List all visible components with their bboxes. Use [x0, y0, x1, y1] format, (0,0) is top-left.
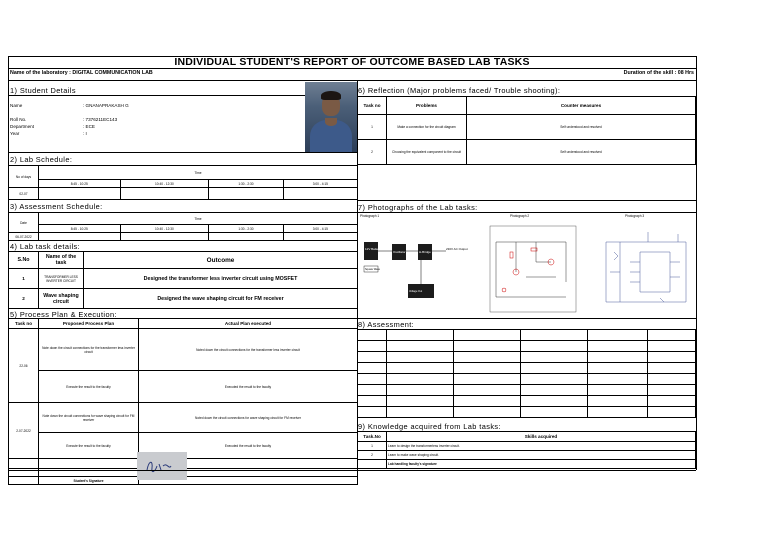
process-task-header: Task no	[9, 319, 39, 329]
task-1-name: TRANSFORMER LESS INVERTER CIRCUIT	[39, 269, 84, 289]
assessment-mark-1	[39, 233, 121, 241]
svg-text:230V AC Output: 230V AC Output	[446, 247, 468, 251]
process-actual-4: Executed the result to the faculty	[139, 433, 358, 459]
svg-text:Square Wave: Square Wave	[365, 268, 381, 271]
report-title: INDIVIDUAL STUDENT'S REPORT OF OUTCOME BASED LAB TASKS	[174, 56, 530, 68]
schedule-date: 02-07	[9, 188, 39, 200]
assessment-slot-2: 10:40 - 12:30	[120, 225, 209, 233]
skill-duration: Duration of the skill : 08 Hrs	[623, 70, 694, 76]
year-value: : I	[83, 131, 87, 136]
task-1-outcome: Designed the transformer less inverter circuit using MOSFET	[84, 269, 358, 289]
faculty-signature-label: Lab handling faculty's signature	[387, 460, 696, 469]
assessment-mark-4	[283, 233, 357, 241]
knowledge-2-skill: Learn to make wave shaping circuit.	[387, 451, 696, 460]
process-plan-2: Execute the result to the faculty	[39, 371, 139, 403]
knowledge-task-header: Task.No	[358, 432, 387, 442]
lab-schedule-table	[8, 165, 358, 200]
assessment-slot-1: 8:45 - 10:25	[39, 225, 121, 233]
proposed-plan-header: Proposed Process Plan	[39, 319, 139, 329]
assessment-slot-4: 3:00 - 4:15	[283, 225, 357, 233]
schedule-mark-1	[39, 188, 121, 200]
department-value: : ECE	[83, 124, 95, 129]
reflection-table	[357, 96, 696, 165]
student-signature	[137, 452, 187, 480]
reflection-2-task: 2	[358, 140, 387, 165]
year-label: Year	[10, 131, 20, 136]
task-2-outcome: Designed the wave shaping circuit for FM receiver	[84, 289, 358, 309]
roll-no-label: Roll No.	[10, 117, 27, 122]
student-name-label: Name	[10, 103, 23, 108]
counter-measures-header: Counter measures	[467, 97, 696, 115]
reflection-2-counter: Self understood and resolved	[467, 140, 696, 165]
student-photo	[305, 82, 357, 152]
slot-3: 1:30 - 2:30	[209, 180, 283, 188]
student-name-value: : GNANAPRAKASH G	[83, 103, 129, 108]
roll-no-value: : 7376211EC143	[83, 117, 118, 122]
assessment-date-header: Date	[9, 213, 39, 233]
reflection-1-counter: Self understood and resolved	[467, 115, 696, 140]
reflection-2-problem: Choosing the equivalent component to the circuit	[387, 140, 467, 165]
photograph-3-label: Photograph 3	[625, 214, 645, 218]
svg-text:H-Bridge: H-Bridge	[419, 250, 431, 254]
knowledge-1-skill: Learn to design the transformerless inverter circuit.	[387, 442, 696, 451]
task-2-sno: 2	[9, 289, 39, 309]
assessment-date: 06-07-2022	[9, 233, 39, 241]
lab-task-heading: 4) Lab task details:	[10, 242, 81, 251]
slot-1: 8:45 - 10:25	[39, 180, 121, 188]
svg-text:12V Battery: 12V Battery	[365, 247, 381, 251]
outcome-header: Outcome	[84, 252, 358, 269]
schedule-mark-3	[209, 188, 283, 200]
actual-plan-header: Actual Plan executed	[139, 319, 358, 329]
assessment-mark-2	[120, 233, 209, 241]
schedule-mark-4	[283, 188, 357, 200]
svg-text:Oscillator: Oscillator	[393, 250, 406, 254]
knowledge-table	[357, 431, 696, 469]
skills-header: Skills acquired	[387, 432, 696, 442]
assessment-time-header: Time	[39, 213, 358, 225]
sno-header: S.No	[9, 252, 39, 269]
photograph-3-circuit	[600, 222, 692, 316]
problems-header: Problems	[387, 97, 467, 115]
photograph-1-block-diagram	[362, 226, 472, 314]
photographs-heading: 7) Photographs of the Lab tasks:	[358, 203, 478, 212]
slot-2: 10:40 - 12:30	[120, 180, 209, 188]
reflection-task-header: Task no	[358, 97, 387, 115]
process-plan-3: Note down the circuit connections for wave shaping circuit for FM receiver	[39, 403, 139, 433]
department-label: Department	[10, 124, 35, 129]
reflection-1-task: 1	[358, 115, 387, 140]
assessment-table	[357, 329, 696, 418]
process-actual-3: Noted down the circuit connections for wave shaping circuit for FM receiver	[139, 403, 358, 433]
reflection-1-problem: Make a connection for the circuit diagram	[387, 115, 467, 140]
photograph-1-label: Photograph 1	[360, 214, 380, 218]
task-2-name: Wave shaping circuit	[39, 289, 84, 309]
student-details-heading: 1) Student Details	[10, 86, 76, 95]
process-group-2-task: 2-07-2022	[9, 403, 39, 459]
process-plan-1: Note down the circuit connections for the transformer less inverter circuit	[39, 329, 139, 371]
process-actual-1: Noted down the circuit connections for the transformer less inverter circuit	[139, 329, 358, 371]
process-plan-4: Execute the result to the faculty	[39, 433, 139, 459]
photograph-2-label: Photograph 2	[510, 214, 530, 218]
lab-schedule-heading: 2) Lab Schedule:	[10, 155, 73, 164]
knowledge-2-task: 2	[358, 451, 387, 460]
svg-text:Voltage Out: Voltage Out	[409, 290, 423, 293]
schedule-mark-2	[120, 188, 209, 200]
lab-name: Name of the laboratory : DIGITAL COMMUNICATION LAB	[10, 70, 153, 76]
knowledge-heading: 9) Knowledge acquired from Lab tasks:	[358, 422, 501, 431]
time-header: Time	[39, 166, 358, 180]
reflection-heading: 6) Reflection (Major problems faced/ Trouble shooting):	[358, 86, 561, 95]
process-group-1-task: 22-06	[9, 329, 39, 403]
photograph-2-circuit	[486, 222, 580, 316]
task-name-header: Name of the task	[39, 252, 84, 269]
task-1-sno: 1	[9, 269, 39, 289]
student-signature-label: Student's Signature	[39, 477, 139, 485]
process-heading: 5) Process Plan & Execution:	[10, 310, 117, 319]
process-actual-2: Executed the result to the faculty	[139, 371, 358, 403]
assessment-slot-3: 1:30 - 2:30	[209, 225, 283, 233]
lab-task-table	[8, 251, 358, 309]
assessment-mark-3	[209, 233, 283, 241]
slot-4: 3:00 - 4:15	[283, 180, 357, 188]
assessment-schedule-table	[8, 212, 358, 241]
assessment-heading: 8) Assessment:	[358, 320, 415, 329]
knowledge-1-task: 1	[358, 442, 387, 451]
assessment-schedule-heading: 3) Assessment Schedule:	[10, 202, 103, 211]
days-header: No of days	[9, 166, 39, 188]
